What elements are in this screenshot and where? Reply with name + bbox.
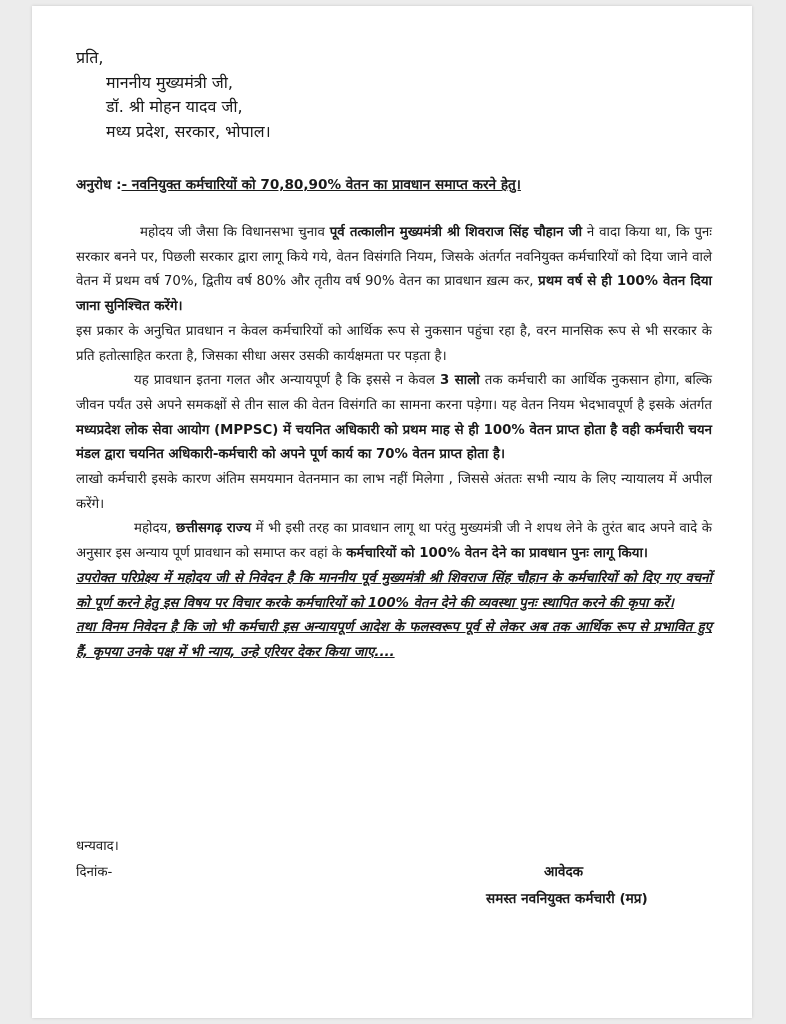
p1-bold-d: प्रथम वर्ष से ही 100% वेतन दिया जाना सुनिश्चित करेंगे। <box>76 274 712 315</box>
p5-bold-b: छत्तीसगढ़ राज्य <box>176 521 252 537</box>
paragraph-5 <box>76 517 712 566</box>
p1-bold-b: पूर्व तत्कालीन मुख्यमंत्री श्री शिवराज सिंह चौहान जी <box>329 225 583 240</box>
p1-text-a: महोदय जी जैसा कि विधानसभा चुनाव <box>140 225 330 240</box>
address-line-1: माननीय मुख्यमंत्री जी, <box>106 72 233 92</box>
p3-text-a: यह प्रावधान इतना गलत और अन्यायपूर्ण है कि इससे न केवल <box>134 373 440 389</box>
p3-bold-b: 3 सालो <box>439 373 480 389</box>
closing-block <box>76 834 119 886</box>
p5-text-c: में भी इसी तरह का प्रावधान लागू था परंतु मुख्यमंत्री जी ने शपथ लेने के तुरंत बाद अपने वादे के अनुसार इस अन्याय पूर्ण प्रावधान को समाप्त कर वहां के <box>76 521 712 562</box>
recipient-address <box>76 46 271 144</box>
applicant-label: आवेदक <box>544 864 584 880</box>
p5-text-a: महोदय, <box>134 521 177 537</box>
subject-line <box>76 174 521 193</box>
p1-text-c: ने वादा किया था, कि पुनः सरकार बनने पर, पिछली सरकार द्वारा लागू किये गये, वेतन विसंगति नियम, जिसके अंतर्गत नवनियुक्त कर्मचारियों को दिया जाने वाले वेतन में प्रथम वर्ष 70%, द्वितीय वर्ष 80% और तृतीय वर्ष 90% वेतन का प्रावधान ख़त्म कर, <box>76 225 712 290</box>
thanks-text: धन्यवाद। <box>76 839 119 854</box>
subject-label: अनुरोध : <box>76 177 122 193</box>
subject-text: - नवनियुक्त कर्मचारियों को 70,80,90% वेतन का प्रावधान समाप्त करने हेतु। <box>121 177 521 193</box>
letter-body <box>76 221 712 666</box>
signatory-name: समस्त नवनियुक्त कर्मचारी (मप्र) <box>486 891 648 907</box>
address-line-3: मध्य प्रदेश, सरकार, भोपाल। <box>106 121 271 141</box>
p3-bold-d: मध्यप्रदेश लोक सेवा आयोग (MPPSC) में चयनित अधिकारी को प्रथम माह से ही 100% वेतन प्राप्त होता है वही कर्मचारी चयन मंडल द्वारा चयनित अधिकारी-कर्मचारी को अपने पूर्ण कार्य का 70% वेतन प्राप्त होता है। <box>76 422 712 463</box>
paragraph-2: इस प्रकार के अनुचित प्रावधान न केवल कर्मचारियों को आर्थिक रूप से नुकसान पहुंचा रहा है, वरन मानसिक रूप से भी सरकार के प्रति हतोत्साहित करता है, जिसका सीधा असर उसकी कार्यक्षमता पर पड़ता है। <box>76 323 712 364</box>
paragraph-3 <box>76 369 712 468</box>
paragraph-7-request: तथा विनम निवेदन है कि जो भी कर्मचारी इस अन्यायपूर्ण आदेश के फलस्वरूप पूर्व से लेकर अब तक आर्थिक रूप से प्रभावित हुए हैं, कृपया उनके पक्ष में भी न्याय, उन्हे एरियर देकर किया जाए.... <box>76 620 712 660</box>
address-prati: प्रति, <box>76 48 104 67</box>
address-line-2: डॉ. श्री मोहन यादव जी, <box>106 97 243 116</box>
paragraph-4: लाखो कर्मचारी इसके कारण अंतिम समयमान वेतनमान का लाभ नहीं मिलेगा , जिससे अंततः सभी न्याय के लिए न्यायालय में अपील करेंगे। <box>76 472 712 512</box>
date-label: दिनांक- <box>76 865 113 880</box>
p5-bold-d: कर्मचारियों को 100% वेतन देने का प्रावधान पुनः लागू किया। <box>346 546 648 562</box>
letter-page <box>32 6 752 1018</box>
paragraph-1 <box>76 221 712 320</box>
p3-text-c: तक कर्मचारी का आर्थिक नुकसान होगा, बल्कि जीवन पर्यंत उसे अपने समकक्षों से तीन साल की वेतन विसंगति का सामना करना पड़ेगा। यह वेतन नियम भेदभावपूर्ण है इसके अंतर्गत <box>76 373 713 413</box>
paragraph-6-request: उपरोक्त परिप्रेक्ष्य में महोदय जी से निवेदन है कि माननीय पूर्व मुख्यमंत्री श्री शिवराज सिंह चौहान के कर्मचारियों को दिए गए वचनों को पूर्ण करने हेतु इस विषय पर विचार करके कर्मचारियों को 100% वेतन देने की व्यवस्था पुनः स्थापित करने की कृपा करें। <box>76 570 712 611</box>
